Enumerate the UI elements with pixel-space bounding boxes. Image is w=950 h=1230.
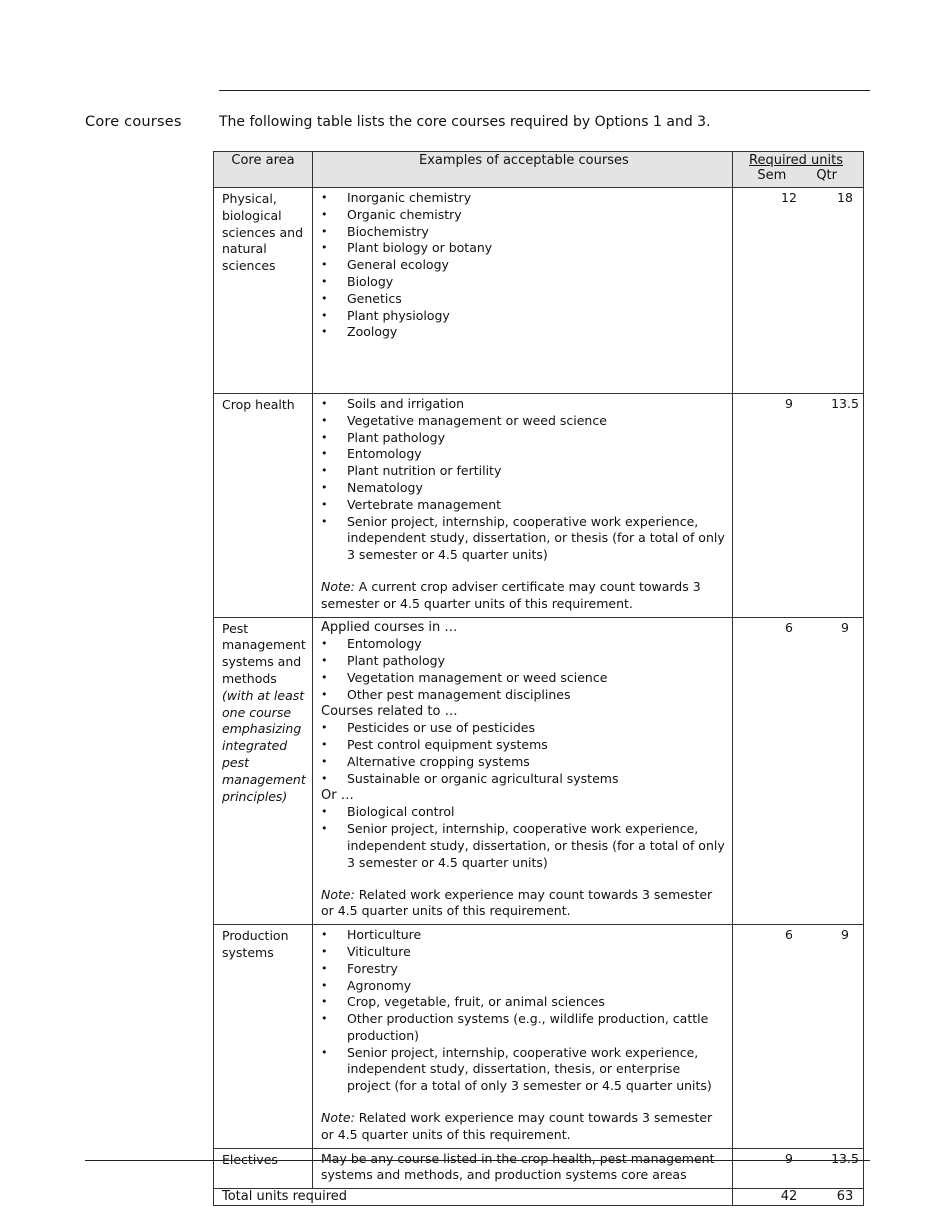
list-item: • Inorganic chemistry	[321, 190, 726, 207]
list-item: • Horticulture	[321, 927, 726, 944]
units-cell	[733, 617, 864, 925]
header-units-title: Required units	[749, 153, 843, 168]
qtr-units: 13.5	[831, 396, 859, 411]
top-rule	[219, 90, 870, 91]
list-item: • Forestry	[321, 961, 726, 978]
list-item: • Nematology	[321, 480, 726, 497]
sem-units: 12	[781, 190, 797, 205]
list-item: • Other production systems (e.g., wildlife production, cattle production)	[321, 1011, 726, 1045]
list-item: • Crop, vegetable, fruit, or animal sciences	[321, 994, 726, 1011]
header-core-area: Core area	[214, 152, 313, 188]
list-item: • Pesticides or use of pesticides	[321, 720, 726, 737]
total-label: Total units required	[214, 1189, 733, 1206]
list-item: • Senior project, internship, cooperative work experience, independent study, dissertation, or thesis (for a total of only 3 semester or 4.5 quarter units)	[321, 821, 726, 871]
list-item: • Plant physiology	[321, 308, 726, 325]
course-list	[321, 396, 726, 564]
list-item: • Sustainable or organic agricultural systems	[321, 771, 726, 788]
group-label: Applied courses in …	[321, 619, 458, 635]
list-item: • Biology	[321, 274, 726, 291]
qtr-units: 13.5	[831, 1150, 859, 1166]
header-required-units	[733, 152, 864, 188]
list-item: • Plant pathology	[321, 430, 726, 447]
note-label: Note:	[321, 1110, 355, 1126]
examples-cell	[313, 925, 733, 1149]
total-qtr: 63	[836, 1189, 854, 1205]
list-item: • Vegetation management or weed science	[321, 670, 726, 687]
table-header-row	[214, 152, 864, 188]
table-row	[214, 188, 864, 394]
qtr-units: 18	[837, 190, 853, 205]
header-qtr: Qtr	[816, 168, 837, 183]
list-item: • Alternative cropping systems	[321, 754, 726, 771]
course-list	[321, 804, 726, 871]
core-courses-table	[213, 151, 864, 1206]
course-list	[321, 190, 726, 341]
list-item: • Biological control	[321, 804, 726, 821]
examples-cell: May be any course listed in the crop health, pest management systems and methods, and production systems core areas	[313, 1148, 733, 1189]
note-text: A current crop adviser certificate may count towards 3 semester or 4.5 quarter units of this requirement.	[321, 578, 701, 611]
examples-cell	[313, 617, 733, 925]
list-item: • Agronomy	[321, 978, 726, 995]
units-cell	[733, 188, 864, 394]
core-area-cell: Physical, biological sciences and natural sciences	[214, 188, 313, 394]
qtr-units: 9	[841, 619, 849, 635]
list-item: • Plant biology or botany	[321, 240, 726, 257]
group-label: Courses related to …	[321, 703, 458, 719]
note	[321, 887, 726, 921]
sem-units: 9	[785, 396, 793, 411]
course-list	[321, 636, 726, 703]
qtr-units: 9	[841, 927, 849, 943]
list-item: • Soils and irrigation	[321, 396, 726, 413]
list-item: • Other pest management disciplines	[321, 687, 726, 704]
table-row	[214, 925, 864, 1149]
list-item: • Genetics	[321, 291, 726, 308]
section-heading: Core courses	[85, 114, 182, 130]
course-list	[321, 720, 726, 787]
list-item: • Biochemistry	[321, 224, 726, 241]
header-examples: Examples of acceptable courses	[313, 152, 733, 188]
sem-units: 6	[785, 927, 793, 943]
list-item: • Senior project, internship, cooperative work experience, independent study, dissertation, or thesis (for a total of only 3 semester or 4.5 quarter units)	[321, 514, 726, 564]
list-item: • Pest control equipment systems	[321, 737, 726, 754]
examples-cell	[313, 188, 733, 394]
list-item: • Senior project, internship, cooperative work experience, independent study, dissertation, thesis, or enterprise project (for a total of only 3 semester or 4.5 quarter units)	[321, 1045, 726, 1095]
table-row	[214, 1148, 864, 1189]
list-item: • Organic chemistry	[321, 207, 726, 224]
course-list	[321, 927, 726, 1095]
table-row	[214, 617, 864, 925]
note-text: Related work experience may count towards 3 semester or 4.5 quarter units of this requirement.	[321, 886, 713, 919]
total-sem: 42	[780, 1189, 798, 1205]
note-text: Related work experience may count towards 3 semester or 4.5 quarter units of this requirement.	[321, 1110, 713, 1142]
core-area-note: (with at least one course emphasizing integrated pest management principles)	[222, 687, 306, 804]
note-label: Note:	[321, 886, 355, 902]
total-row	[214, 1189, 864, 1206]
core-area-cell: Production systems	[214, 925, 313, 1149]
list-item: • Plant nutrition or fertility	[321, 463, 726, 480]
examples-cell	[313, 394, 733, 618]
list-item: • Vertebrate management	[321, 497, 726, 514]
intro-text: The following table lists the core courses required by Options 1 and 3.	[219, 114, 711, 130]
units-cell	[733, 394, 864, 618]
list-item: • Entomology	[321, 636, 726, 653]
group-label: Or …	[321, 787, 354, 803]
note-label: Note:	[321, 578, 355, 594]
list-item: • Entomology	[321, 446, 726, 463]
list-item: • Zoology	[321, 324, 726, 341]
list-item: • Viticulture	[321, 944, 726, 961]
sem-units: 9	[785, 1150, 793, 1166]
core-area-cell: Crop health	[214, 394, 313, 618]
total-units-cell	[733, 1189, 864, 1206]
note	[321, 579, 726, 613]
header-sem: Sem	[757, 168, 787, 183]
core-area-cell	[214, 617, 313, 925]
core-area-cell: Electives	[214, 1148, 313, 1189]
table-row	[214, 394, 864, 618]
units-cell	[733, 925, 864, 1149]
units-cell	[733, 1148, 864, 1189]
bottom-rule	[85, 1160, 870, 1161]
list-item: • General ecology	[321, 257, 726, 274]
note	[321, 1110, 726, 1144]
core-area-title: Pest management systems and methods	[222, 620, 306, 686]
list-item: • Plant pathology	[321, 653, 726, 670]
list-item: • Vegetative management or weed science	[321, 413, 726, 430]
sem-units: 6	[785, 619, 793, 635]
